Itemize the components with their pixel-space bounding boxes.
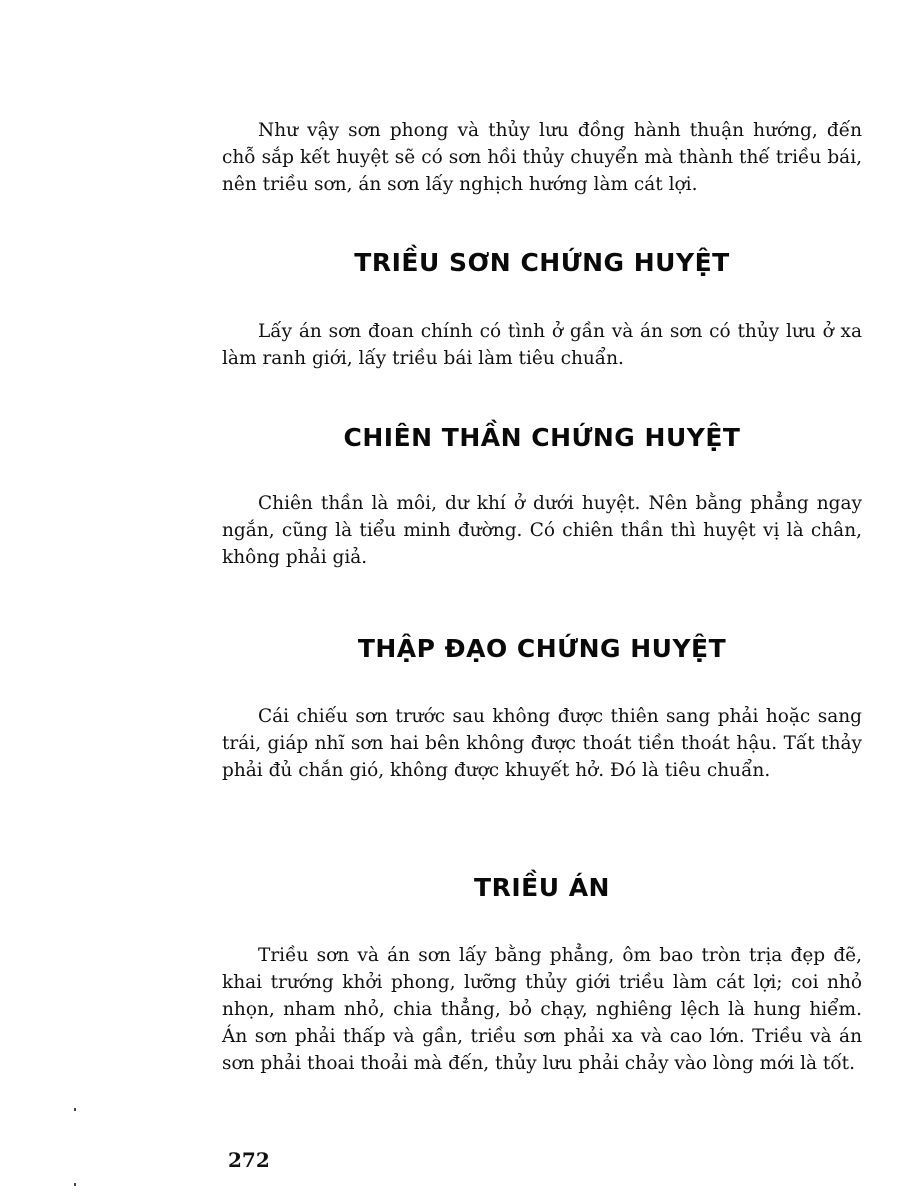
heading-trieu-an: TRIỀU ÁN — [474, 873, 610, 902]
paragraph-intro: Như vậy sơn phong và thủy lưu đồng hành thuận hướng, đến chỗ sắp kết huyệt sẽ có sơn hồi thủy chuyển mà thành thế triều bái, nên triều sơn, án sơn lấy nghịch hướng làm cát lợi. — [222, 120, 862, 195]
heading-trieu-son-chung-huyet: TRIỀU SƠN CHỨNG HUYỆT — [354, 248, 730, 277]
paragraph-trieu-an: Triều sơn và án sơn lấy bằng phẳng, ôm bao tròn trịa đẹp đẽ, khai trướng khởi phong, lưỡng thủy giới triều làm cát lợi; coi nhỏ nhọn, nham nhỏ, chia thẳng, bỏ chạy, nghiêng lệch là hung hiểm. Án sơn phải thấp và gần, triều sơn phải xa và cao lớn. Triều và án sơn phải thoai thoải mà đến, thủy lưu phải chảy vào lòng mới là tốt. — [222, 945, 862, 1074]
heading-thap-dao-chung-huyet: THẬP ĐẠO CHỨNG HUYỆT — [357, 634, 727, 663]
paragraph-trieu-son: Lấy án sơn đoan chính có tình ở gần và án sơn có thủy lưu ở xa làm ranh giới, lấy triều bái làm tiêu chuẩn. — [222, 321, 862, 369]
paragraph-chien-than: Chiên thần là môi, dư khí ở dưới huyệt. Nên bằng phẳng ngay ngắn, cũng là tiểu minh đường. Có chiên thần thì huyệt vị là chân, không phải giả. — [222, 493, 862, 568]
heading-chien-than-chung-huyet: CHIÊN THẦN CHỨNG HUYỆT — [343, 423, 741, 452]
paragraph-thap-dao: Cái chiếu sơn trước sau không được thiên sang phải hoặc sang trái, giáp nhĩ sơn hai bên không được thoát tiền thoát hậu. Tất thảy phải đủ chắn gió, không được khuyết hở. Đó là tiêu chuẩn. — [222, 706, 862, 781]
scan-speck — [74, 1108, 76, 1111]
page-number: 272 — [228, 1148, 270, 1172]
scan-speck — [74, 1183, 76, 1186]
